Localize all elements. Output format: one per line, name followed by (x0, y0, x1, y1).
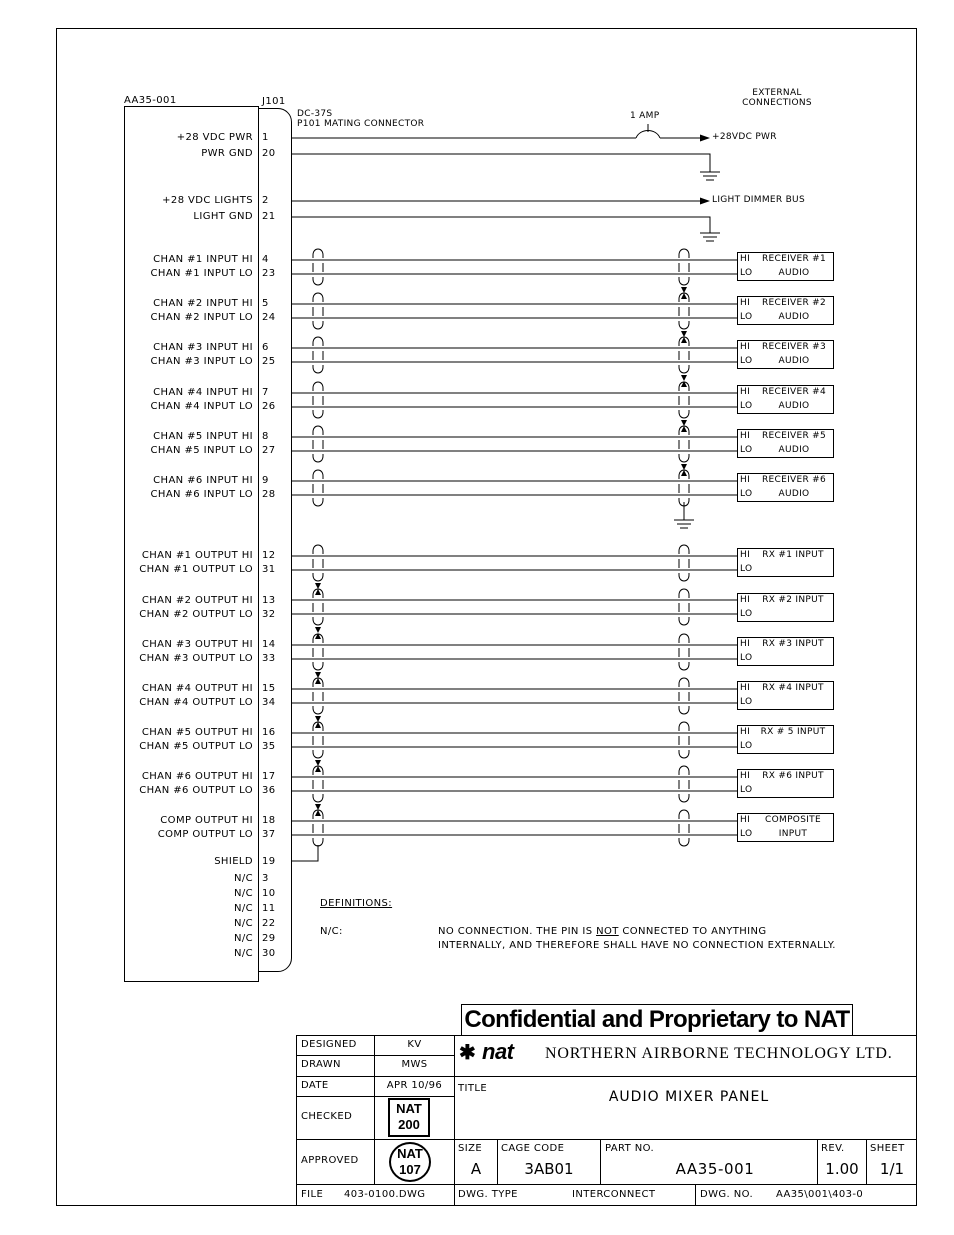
shield-bottom (313, 752, 323, 758)
lo-label: LO (740, 401, 753, 411)
grid-line (296, 1096, 454, 1097)
size-label: SIZE (458, 1143, 483, 1154)
grid-line (695, 1184, 696, 1206)
pin-number: 10 (262, 888, 276, 899)
shield-bottom (313, 619, 323, 625)
pin-number: 15 (262, 683, 276, 694)
lo-label: LO (740, 741, 753, 751)
pin-number: 23 (262, 268, 276, 279)
approved-stamp-text-1: NAT (397, 1146, 423, 1161)
pin-number: 25 (262, 356, 276, 367)
box-text-2: INPUT (778, 829, 808, 839)
pair-wire (292, 437, 737, 451)
unit-id: AA35-001 (124, 95, 177, 106)
box-text-2: AUDIO (778, 268, 810, 278)
pin-label: CHAN #4 INPUT LO (150, 401, 253, 412)
pin-label: CHAN #3 INPUT HI (153, 342, 253, 353)
nat-logo-icon: ✱ (459, 1042, 476, 1064)
hi-label: HI (740, 815, 751, 825)
box-text-1: RECEIVER #3 (761, 342, 827, 352)
shield-bottom (313, 708, 323, 714)
rev-value: 1.00 (825, 1160, 859, 1178)
pair-wire (292, 304, 737, 318)
pin-number: 3 (262, 873, 269, 884)
pin-number: 28 (262, 489, 276, 500)
lo-label: LO (740, 609, 753, 619)
hi-label: HI (740, 431, 751, 441)
pin-number: 35 (262, 741, 276, 752)
pin-label: COMP OUTPUT LO (157, 829, 253, 840)
lo-label: LO (740, 785, 753, 795)
hi-label: HI (740, 254, 751, 264)
pin-number: 36 (262, 785, 276, 796)
pin-number: 22 (262, 918, 276, 929)
grid-line (296, 1184, 917, 1185)
shield-top (313, 426, 323, 432)
hi-label: HI (740, 550, 751, 560)
hi-label: HI (740, 387, 751, 397)
pin-label: CHAN #3 INPUT LO (150, 356, 253, 367)
designed-label: DESIGNED (301, 1039, 357, 1050)
pin-number: 18 (262, 815, 276, 826)
pin-number: 27 (262, 445, 276, 456)
shield-bottom (679, 752, 689, 758)
lo-label: LO (740, 489, 753, 499)
shield-arrow (681, 331, 687, 337)
date-label: DATE (301, 1080, 329, 1091)
shield-top (313, 337, 323, 343)
box-text-2: AUDIO (778, 312, 810, 322)
pin-label: N/C (233, 888, 253, 899)
shield-top (679, 249, 689, 255)
box-text-1: RECEIVER #2 (761, 298, 827, 308)
box-text-1: RX #4 INPUT (762, 683, 824, 693)
pin-label: CHAN #2 OUTPUT LO (139, 609, 253, 620)
connector-ref: J101 (262, 96, 286, 107)
designed-value: KV (407, 1039, 422, 1050)
hi-label: HI (740, 298, 751, 308)
definition-text-2: INTERNALLY, AND THEREFORE SHALL HAVE NO CONNECTION EXTERNALLY. (438, 940, 836, 951)
hi-label: HI (740, 475, 751, 485)
pin-number: 37 (262, 829, 276, 840)
pin-number: 16 (262, 727, 276, 738)
shield-bottom (313, 796, 323, 802)
pin-number: 26 (262, 401, 276, 412)
box-text-2: AUDIO (778, 356, 810, 366)
drawn-label: DRAWN (301, 1059, 341, 1070)
checked-stamp-text-1: NAT (396, 1101, 422, 1116)
grid-line (296, 1055, 454, 1056)
pin-number: 20 (262, 148, 276, 159)
shield-bottom (679, 367, 689, 373)
box-text-1: RX #6 INPUT (762, 771, 824, 781)
pin-number: 8 (262, 431, 269, 442)
light-dest-label: LIGHT DIMMER BUS (712, 195, 805, 205)
hi-label: HI (740, 639, 751, 649)
pin-label: SHIELD (214, 856, 253, 867)
pair-wire (292, 600, 737, 614)
pin-number: 24 (262, 312, 276, 323)
box-text-1: RECEIVER #5 (761, 431, 827, 441)
pin-label: +28 VDC PWR (176, 132, 253, 143)
pin-number: 5 (262, 298, 269, 309)
title-value: AUDIO MIXER PANEL (608, 1089, 770, 1105)
pin-number: 21 (262, 211, 276, 222)
lo-label: LO (740, 268, 753, 278)
shield-bottom (679, 279, 689, 285)
shield-bottom (679, 664, 689, 670)
pin-label: CHAN #1 OUTPUT LO (139, 564, 253, 575)
cage-value: 3AB01 (524, 1160, 574, 1178)
lo-label: LO (740, 697, 753, 707)
shield-arrow (681, 287, 687, 293)
pin-label: N/C (233, 903, 253, 914)
box-text-1: RECEIVER #6 (761, 475, 827, 485)
box-text-2: AUDIO (778, 445, 810, 455)
box-text-1: RX #2 INPUT (762, 595, 824, 605)
shield-top (679, 589, 689, 595)
cage-label: CAGE CODE (501, 1143, 565, 1154)
pin-number: 33 (262, 653, 276, 664)
shield-bottom (313, 412, 323, 418)
shield-bottom (313, 323, 323, 329)
shield-bottom (313, 456, 323, 462)
shield-top (313, 249, 323, 255)
external-title-1: EXTERNAL (752, 88, 802, 98)
shield-top (679, 722, 689, 728)
pin-number: 6 (262, 342, 269, 353)
checked-label: CHECKED (301, 1111, 353, 1122)
pair-wire (292, 645, 737, 659)
dwg-no-label: DWG. NO. (700, 1189, 754, 1200)
pin-number: 7 (262, 387, 269, 398)
shield-top (679, 634, 689, 640)
shield-bottom (313, 500, 323, 506)
pin-number: 31 (262, 564, 276, 575)
dwg-no-value: AA35\001\403-0 (776, 1189, 864, 1200)
shield-arrow (681, 375, 687, 381)
pair-wire (292, 821, 737, 835)
shield-bottom (313, 664, 323, 670)
pin-label: +28 VDC LIGHTS (162, 195, 253, 206)
lo-label: LO (740, 312, 753, 322)
pin-number: 14 (262, 639, 276, 650)
pin-label: CHAN #6 OUTPUT HI (141, 771, 253, 782)
box-text-2: AUDIO (778, 401, 810, 411)
shield-arrow (315, 760, 321, 766)
definition-term: N/C: (320, 926, 343, 937)
box-text-2: AUDIO (778, 489, 810, 499)
shield-arrow (315, 804, 321, 810)
part-label: PART NO. (605, 1143, 655, 1154)
shield-bottom (679, 323, 689, 329)
pair-wire (292, 481, 737, 495)
pin-number: 30 (262, 948, 276, 959)
size-value: A (470, 1160, 482, 1178)
pin-label: CHAN #5 OUTPUT HI (141, 727, 253, 738)
pin-number: 2 (262, 195, 269, 206)
pin-label: N/C (233, 918, 253, 929)
shield-bottom (313, 575, 323, 581)
file-value: 403-0100.DWG (344, 1189, 426, 1200)
pin-label: CHAN #1 OUTPUT HI (141, 550, 253, 561)
hi-label: HI (740, 342, 751, 352)
pin-label: CHAN #1 INPUT HI (153, 254, 253, 265)
definition-text-1: NO CONNECTION. THE PIN IS NOT CONNECTED TO ANYTHING (438, 926, 767, 937)
external-title-2: CONNECTIONS (742, 98, 812, 108)
shield-top (313, 470, 323, 476)
shield-bottom (679, 456, 689, 462)
box-text-1: RX #3 INPUT (762, 639, 824, 649)
pair-wire (292, 689, 737, 703)
shield-bottom (313, 367, 323, 373)
pin-label: PWR GND (201, 148, 253, 159)
shield-arrow (315, 672, 321, 678)
shield-bottom (679, 619, 689, 625)
lo-label: LO (740, 829, 753, 839)
pin-label: CHAN #4 OUTPUT LO (139, 697, 253, 708)
shield-arrow (315, 633, 321, 639)
pin-label: CHAN #3 OUTPUT LO (139, 653, 253, 664)
pin-number: 12 (262, 550, 276, 561)
company-logo: nat (482, 1039, 514, 1064)
shield-bottom (679, 708, 689, 714)
dwg-type-label: DWG. TYPE (458, 1189, 518, 1200)
sheet-value: 1/1 (879, 1160, 905, 1178)
box-text-1: COMPOSITE (765, 815, 821, 825)
title-label: TITLE (458, 1083, 488, 1094)
pin-label: N/C (233, 933, 253, 944)
pin-label: N/C (233, 948, 253, 959)
pin-number: 1 (262, 132, 269, 143)
pin-label: N/C (233, 873, 253, 884)
fuse-label: 1 AMP (630, 111, 660, 121)
hi-label: HI (740, 683, 751, 693)
grid-line (374, 1035, 375, 1184)
box-text-1: RX #1 INPUT (762, 550, 824, 560)
pin-label: CHAN #5 INPUT LO (150, 445, 253, 456)
rev-label: REV. (821, 1143, 845, 1154)
mating-connector: P101 MATING CONNECTOR (297, 119, 425, 129)
pin-label: CHAN #5 OUTPUT LO (139, 741, 253, 752)
grid-line (296, 1076, 917, 1077)
shield-top (679, 810, 689, 816)
pin-label: CHAN #4 OUTPUT HI (141, 683, 253, 694)
shield-top (679, 678, 689, 684)
grid-line (454, 1035, 455, 1206)
pair-wire (292, 393, 737, 407)
pin-label: COMP OUTPUT HI (160, 815, 253, 826)
hi-label: HI (740, 771, 751, 781)
pin-number: 29 (262, 933, 276, 944)
pin-label: CHAN #2 INPUT LO (150, 312, 253, 323)
pin-label: CHAN #1 INPUT LO (150, 268, 253, 279)
company-name: NORTHERN AIRBORNE TECHNOLOGY LTD. (545, 1045, 893, 1062)
confidential-text: Confidential and Proprietary to NAT (464, 1006, 850, 1033)
checked-stamp-text-2: 200 (398, 1117, 420, 1132)
shield-arrow (315, 627, 321, 633)
hi-label: HI (740, 727, 751, 737)
box-text-1: RECEIVER #4 (761, 387, 827, 397)
pin-number: 17 (262, 771, 276, 782)
shield-bottom (313, 279, 323, 285)
pair-wire (292, 733, 737, 747)
shield-top (313, 293, 323, 299)
grid-line (600, 1139, 601, 1184)
approved-stamp-text-2: 107 (399, 1162, 421, 1177)
pin-number: 32 (262, 609, 276, 620)
lo-label: LO (740, 564, 753, 574)
box-text-1: RECEIVER #1 (761, 254, 827, 264)
dwg-type-value: INTERCONNECT (572, 1189, 656, 1200)
pin-label: CHAN #6 INPUT LO (150, 489, 253, 500)
shield-bottom (679, 412, 689, 418)
pair-wire (292, 556, 737, 570)
shield-top (313, 545, 323, 551)
shield-arrow (315, 583, 321, 589)
pin-number: 19 (262, 856, 276, 867)
file-label: FILE (301, 1189, 324, 1200)
connector-type: DC-37S (297, 109, 333, 119)
sheet-label: SHEET (870, 1143, 905, 1154)
shield-arrow (681, 464, 687, 470)
pin-label: CHAN #6 OUTPUT LO (139, 785, 253, 796)
pin-number: 34 (262, 697, 276, 708)
pin-number: 9 (262, 475, 269, 486)
shield-arrow (681, 420, 687, 426)
drawn-value: MWS (401, 1059, 428, 1070)
pin-label: LIGHT GND (193, 211, 253, 222)
pwr-dest-label: +28VDC PWR (712, 132, 777, 142)
shield-arrow (681, 381, 687, 387)
part-value: AA35-001 (675, 1160, 755, 1178)
pin-label: CHAN #2 OUTPUT HI (141, 595, 253, 606)
definitions-title: DEFINITIONS: (320, 898, 393, 909)
pair-wire (292, 777, 737, 791)
pin-label: CHAN #6 INPUT HI (153, 475, 253, 486)
pair-wire (292, 348, 737, 362)
lo-label: LO (740, 445, 753, 455)
box-text-1: RX # 5 INPUT (760, 727, 826, 737)
shield-top (679, 545, 689, 551)
hi-label: HI (740, 595, 751, 605)
shield-top (679, 766, 689, 772)
shield-bottom (679, 840, 689, 846)
approved-label: APPROVED (301, 1155, 359, 1166)
shield-bottom (679, 575, 689, 581)
pair-wire (292, 260, 737, 274)
grid-line (296, 1139, 917, 1140)
pin-label: CHAN #2 INPUT HI (153, 298, 253, 309)
lo-label: LO (740, 653, 753, 663)
pin-number: 13 (262, 595, 276, 606)
shield-bottom (679, 796, 689, 802)
pin-label: CHAN #4 INPUT HI (153, 387, 253, 398)
lo-label: LO (740, 356, 753, 366)
date-value: APR 10/96 (386, 1080, 443, 1091)
pin-label: CHAN #5 INPUT HI (153, 431, 253, 442)
shield-top (313, 382, 323, 388)
pin-number: 4 (262, 254, 269, 265)
pin-number: 11 (262, 903, 276, 914)
pin-label: CHAN #3 OUTPUT HI (141, 639, 253, 650)
shield-arrow (315, 716, 321, 722)
